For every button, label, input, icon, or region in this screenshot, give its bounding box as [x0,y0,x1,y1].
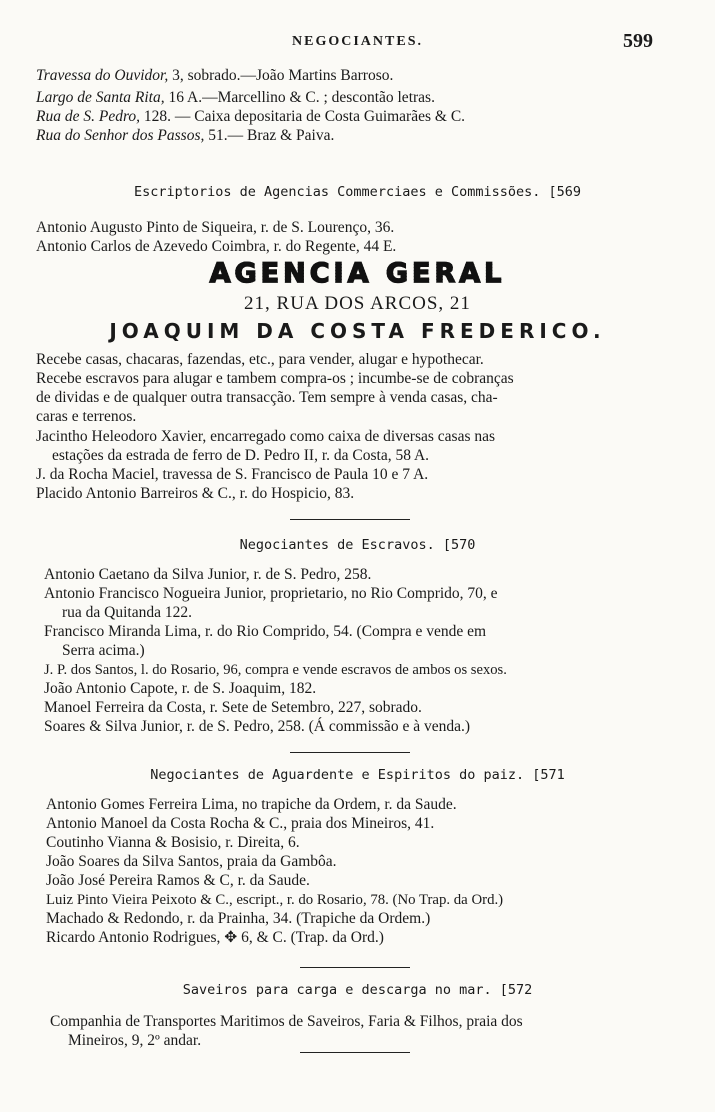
entry-line: João José Pereira Ramos & C, r. da Saude. [46,872,310,889]
entry-line: Travessa do Ouvidor, 3, sobrado.—João Martins Barroso. [36,67,394,84]
entry-line: Manoel Ferreira da Costa, r. Sete de Setembro, 227, sobrado. [44,699,422,716]
entry-line: Antonio Caetano da Silva Junior, r. de S. Pedro, 258. [44,566,372,583]
entry-line: Antonio Manoel da Costa Rocha & C., praia dos Mineiros, 41. [46,815,435,832]
entry-line: João Antonio Capote, r. de S. Joaquim, 182. [44,680,317,697]
entry-line: Francisco Miranda Lima, r. do Rio Comprido, 54. (Compra e vende em [44,623,487,640]
entry-line: estações da estrada de ferro de D. Pedro II, r. da Costa, 58 A. [52,447,430,464]
entry-line: Antonio Gomes Ferreira Lima, no trapiche da Ordem, r. da Saude. [46,796,457,813]
advert-line: Recebe casas, chacaras, fazendas, etc., para vender, alugar e hypothecar. [36,351,484,368]
section-heading: Negociantes de Aguardente e Espiritos do paiz. [571 [150,767,565,783]
entry-line: Placido Antonio Barreiros & C., r. do Hospicio, 83. [36,485,355,502]
entry-line: Antonio Augusto Pinto de Siqueira, r. de S. Lourenço, 36. [36,219,395,236]
divider [290,519,410,520]
entry-line: Jacintho Heleodoro Xavier, encarregado como caixa de diversas casas nas [36,428,496,445]
entry-line: Rua de S. Pedro, 128. — Caixa depositaria de Costa Guimarães & C. [36,108,466,125]
advert-line: de dividas e de qualquer outra transacção. Tem sempre à venda casas, cha- [36,389,498,406]
advert-name: JOAQUIM DA COSTA FREDERICO. [109,319,606,343]
entry-line: Ricardo Antonio Rodrigues, ✥ 6, & C. (Trap. da Ord.) [46,929,384,946]
section-heading: Saveiros para carga e descarga no mar. [572 [182,982,533,998]
entry-line: Mineiros, 9, 2º andar. [68,1032,202,1049]
divider [300,1052,410,1053]
advert-title: AGENCIA GERAL [0,258,715,289]
divider [290,752,410,753]
entry-line: Largo de Santa Rita, 16 A.—Marcellino & C. ; descontão letras. [36,89,435,106]
page-number: 599 [623,30,653,52]
entry-line: Luiz Pinto Vieira Peixoto & C., escript., r. do Rosario, 78. (No Trap. da Ord.) [46,892,504,908]
advert-line: Recebe escravos para alugar e tambem compra-os ; incumbe-se de cobranças [36,370,514,387]
entry-line: Rua do Senhor dos Passos, 51.— Braz & Paiva. [36,127,335,144]
page-header-title: NEGOCIANTES. [292,34,423,49]
entry-line: Serra acima.) [62,642,145,659]
entry-line: João Soares da Silva Santos, praia da Gambôa. [46,853,337,870]
section-heading: Escriptorios de Agencias Commerciaes e Commissões. [569 [133,184,582,200]
entry-line: Antonio Francisco Nogueira Junior, proprietario, no Rio Comprido, 70, e [44,585,498,602]
section-heading: Negociantes de Escravos. [570 [239,537,476,553]
entry-line: J. P. dos Santos, l. do Rosario, 96, compra e vende escravos de ambos os sexos. [44,662,507,678]
entry-line: rua da Quitanda 122. [62,604,192,621]
advert-line: caras e terrenos. [36,408,137,425]
entry-line: Companhia de Transportes Maritimos de Saveiros, Faria & Filhos, praia dos [50,1013,523,1030]
entry-line: Coutinho Vianna & Bosisio, r. Direita, 6. [46,834,300,851]
entry-line: Soares & Silva Junior, r. de S. Pedro, 258. (Á commissão e à venda.) [44,718,470,735]
entry-line: Machado & Redondo, r. da Prainha, 34. (Trapiche da Ordem.) [46,910,431,927]
entry-line: J. da Rocha Maciel, travessa de S. Francisco de Paula 10 e 7 A. [36,466,429,483]
entry-line: Antonio Carlos de Azevedo Coimbra, r. do Regente, 44 E. [36,238,397,255]
advert-address: 21, RUA DOS ARCOS, 21 [244,293,471,314]
divider [300,967,410,968]
